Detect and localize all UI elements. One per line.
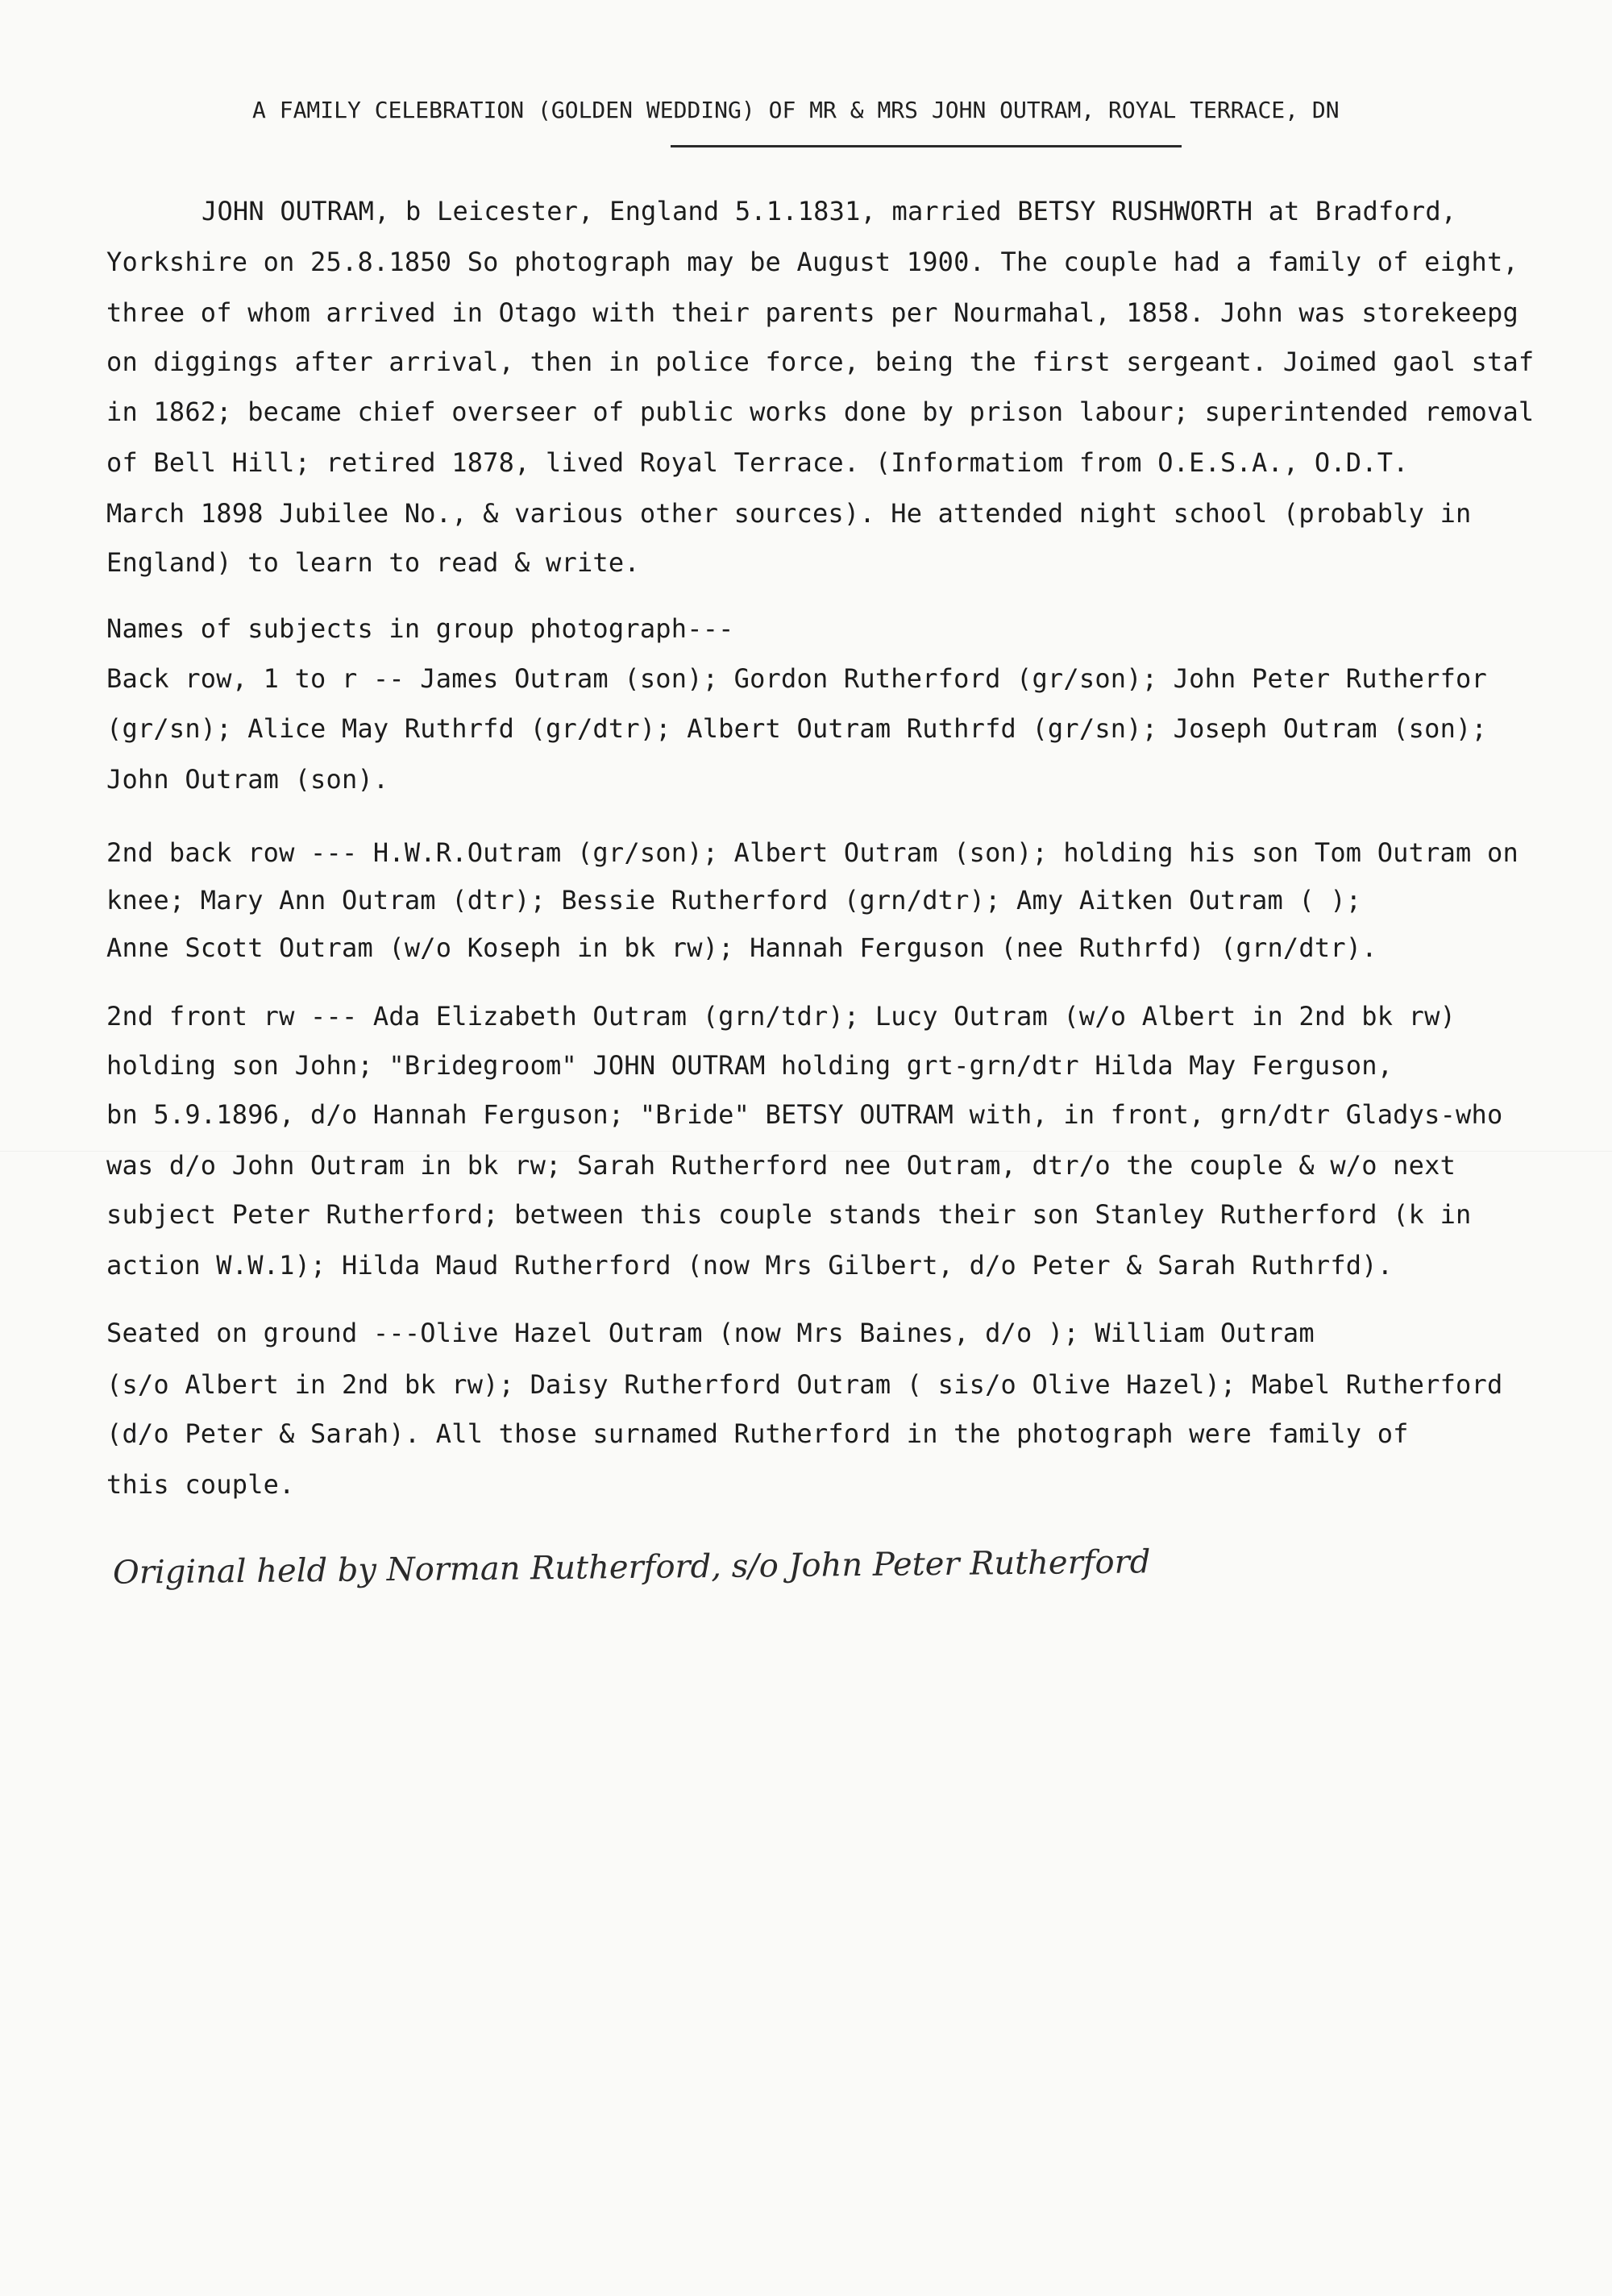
text-line: (d/o Peter & Sarah). All those surnamed Rutherford in the photograph were family of [106, 1418, 1409, 1449]
text-line: 2nd front rw --- Ada Elizabeth Outram (grn/tdr); Lucy Outram (w/o Albert in 2nd bk rw) [106, 1001, 1456, 1032]
document-title: A FAMILY CELEBRATION (GOLDEN WEDDING) OF MR & MRS JOHN OUTRAM, ROYAL TERRACE, DN [252, 97, 1340, 123]
text-line: (s/o Albert in 2nd bk rw); Daisy Rutherford Outram ( sis/o Olive Hazel); Mabel Rutherford [106, 1369, 1503, 1400]
text-line: England) to learn to read & write. [106, 547, 640, 578]
text-line: holding son John; "Bridegroom" JOHN OUTRAM holding grt-grn/dtr Hilda May Ferguson, [106, 1050, 1394, 1081]
text-line: was d/o John Outram in bk rw; Sarah Rutherford nee Outram, dtr/o the couple & w/o next [106, 1150, 1456, 1181]
text-line: in 1862; became chief overseer of public works done by prison labour; superintended removal [106, 397, 1535, 427]
text-line: Anne Scott Outram (w/o Koseph in bk rw); Hannah Ferguson (nee Ruthrfd) (grn/dtr). [106, 932, 1377, 963]
text-line: of Bell Hill; retired 1878, lived Royal Terrace. (Informatiom from O.E.S.A., O.D.T. [106, 447, 1409, 478]
text-line: bn 5.9.1896, d/o Hannah Ferguson; "Bride" BETSY OUTRAM with, in front, grn/dtr Gladys-who [106, 1099, 1503, 1130]
handwritten-note: Original held by Norman Rutherford, s/o John Peter Rutherford [112, 1543, 1151, 1592]
section-heading: Names of subjects in group photograph--- [106, 613, 734, 644]
title-underline [671, 145, 1182, 147]
text-line: action W.W.1); Hilda Maud Rutherford (now Mrs Gilbert, d/o Peter & Sarah Ruthrfd). [106, 1250, 1394, 1281]
text-line: John Outram (son). [106, 764, 389, 795]
text-line: this couple. [106, 1469, 295, 1500]
text-line: Yorkshire on 25.8.1850 So photograph may be August 1900. The couple had a family of eight, [106, 247, 1519, 277]
text-line: 2nd back row --- H.W.R.Outram (gr/son); Albert Outram (son); holding his son Tom Outram on [106, 837, 1519, 868]
text-line: Seated on ground ---Olive Hazel Outram (now Mrs Baines, d/o ); William Outram [106, 1318, 1315, 1348]
paper-fold [0, 1151, 1612, 1152]
text-line: Back row, 1 to r -- James Outram (son); Gordon Rutherford (gr/son); John Peter Rutherfor [106, 663, 1487, 694]
text-line: subject Peter Rutherford; between this couple stands their son Stanley Rutherford (k in [106, 1199, 1472, 1230]
text-line: three of whom arrived in Otago with their parents per Nourmahal, 1858. John was storekeepg [106, 297, 1519, 328]
text-line: knee; Mary Ann Outram (dtr); Bessie Rutherford (grn/dtr); Amy Aitken Outram ( ); [106, 885, 1362, 915]
text-line: on diggings after arrival, then in police force, being the first sergeant. Joimed gaol staf [106, 347, 1535, 377]
text-line: March 1898 Jubilee No., & various other sources). He attended night school (probably in [106, 498, 1472, 529]
text-line: (gr/sn); Alice May Ruthrfd (gr/dtr); Albert Outram Ruthrfd (gr/sn); Joseph Outram (son); [106, 713, 1487, 744]
text-line: JOHN OUTRAM, b Leicester, England 5.1.1831, married BETSY RUSHWORTH at Bradford, [202, 196, 1457, 226]
